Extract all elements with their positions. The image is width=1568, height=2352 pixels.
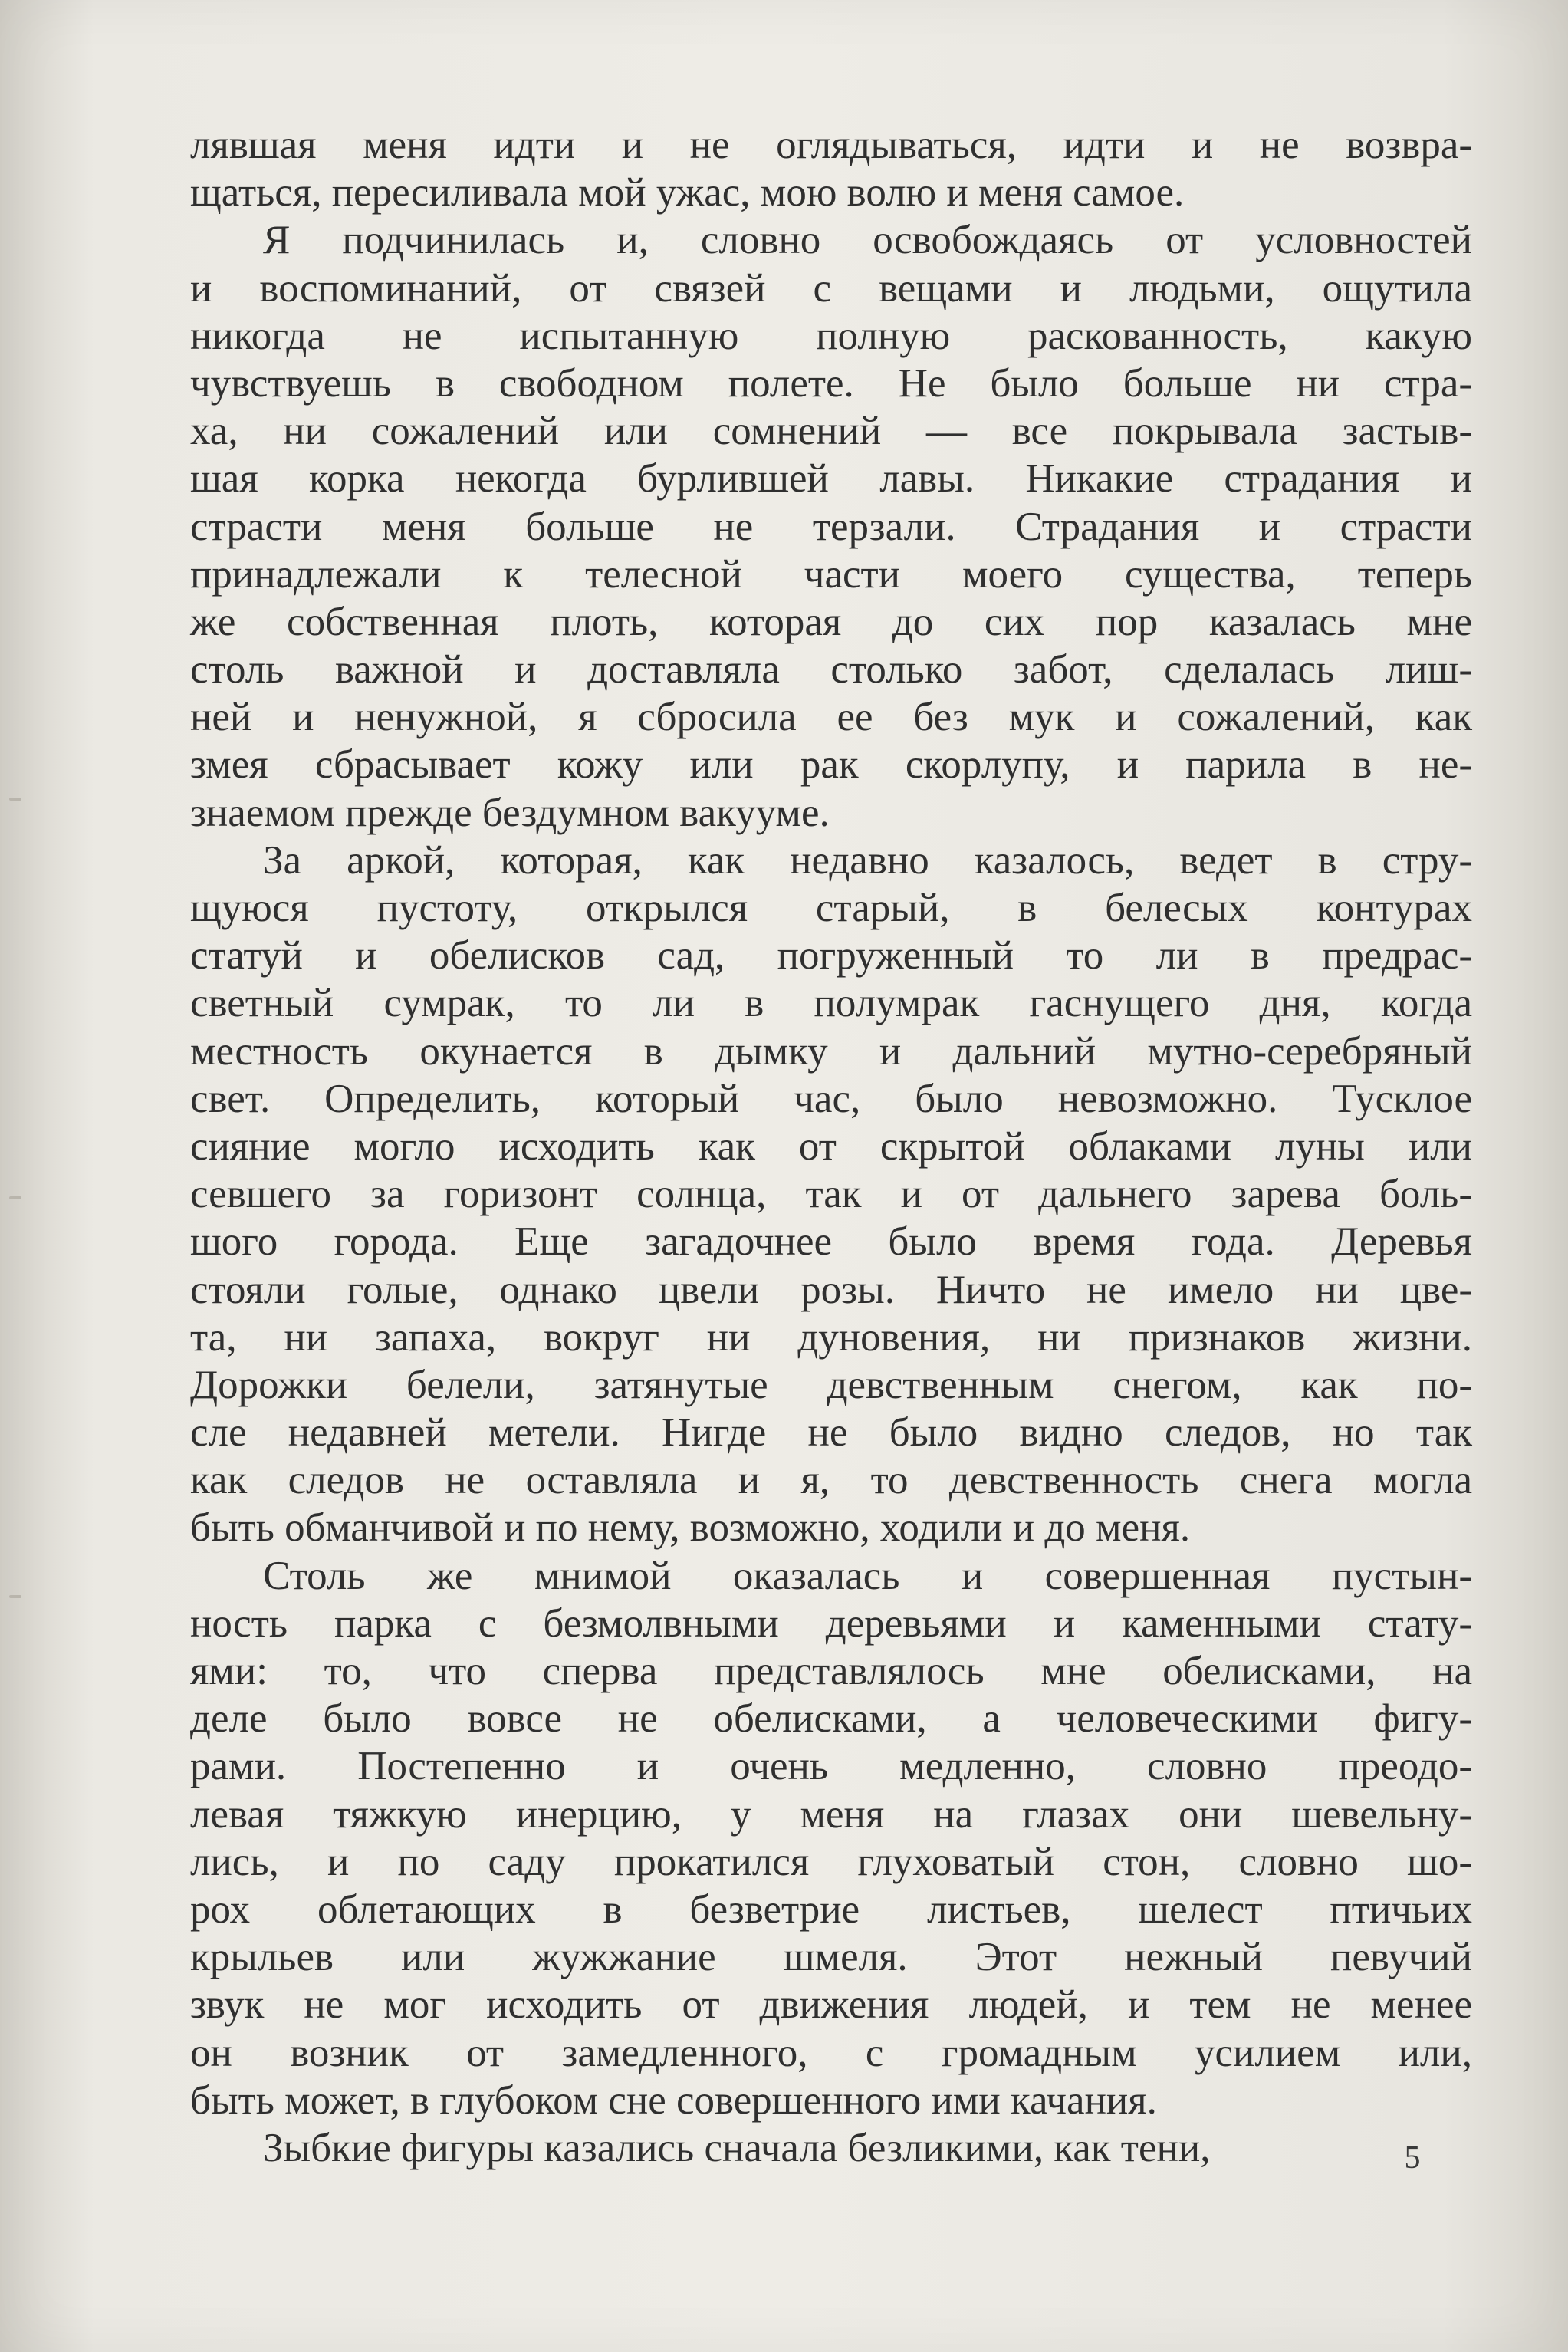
text-line: лявшая меня идти и не оглядываться, идти и не возвра- [190,123,1472,167]
text-line: сияние могло исходить как от скрытой облаками луны или [190,1123,1472,1169]
text-line: щаться, пересиливала мой ужас, мою волю и меня самое. [190,170,1185,215]
text-line: страсти меня больше не терзали. Страдания и страсти [190,504,1472,549]
text-line: никогда не испытанную полную раскованность, какую [190,313,1472,358]
text-line: змея сбрасывает кожу или рак скорлупу, и парила в не- [190,742,1472,788]
text-line: статуй и обелисков сад, погруженный то ли в предрас- [190,933,1472,979]
text-line: принадлежали к телесной части моего существа, теперь [190,551,1472,597]
body-text [190,121,1472,2172]
page-number: 5 [1404,2140,1421,2176]
text-line: быть обманчивой и по нему, возможно, ходили и до меня. [190,1505,1191,1551]
text-line: как следов не оставляла и я, то девственность снега могла [190,1458,1472,1503]
text-line: столь важной и доставляла столько забот, сделалась лиш- [190,647,1472,692]
paragraph-first-line: Зыбкие фигуры казались сначала безликими, как тени, [263,2125,1211,2170]
text-line: светный сумрак, то ли в полумрак гаснущего дня, когда [190,981,1472,1026]
text-line: рох облетающих в безветрие листьев, шелест птичьих [190,1887,1472,1932]
paragraph-first-line: Столь же мнимой оказалась и совершенная пустын- [263,1553,1472,1598]
text-line: та, ни запаха, вокруг ни дуновения, ни признаков жизни. [190,1314,1472,1360]
text-line: знаемом прежде бездумном вакууме. [190,790,830,835]
text-line: Дорожки белели, затянутые девственным снегом, как по- [190,1362,1472,1407]
text-line: чувствуешь в свободном полете. Не было больше ни стра- [190,360,1472,406]
text-line: он возник от замедленного, с громадным усилием или, [190,2030,1472,2075]
text-line: деле было вовсе не обелисками, а человеческими фигу- [190,1696,1472,1742]
text-line: щуюся пустоту, открылся старый, в белесых контурах [190,886,1472,930]
binding-hole [9,1595,21,1598]
text-line: севшего за горизонт солнца, так и от дальнего зарева боль- [190,1172,1472,1217]
text-line: местность окунается в дымку и дальний мутно-серебряный [190,1028,1472,1074]
paragraph-first-line: Я подчинилась и, словно освобождаясь от условностей [263,218,1472,263]
binding-hole [9,798,21,801]
text-line: ней и ненужной, я сбросила ее без мук и сожалений, как [190,695,1472,740]
text-line: и воспоминаний, от связей с вещами и людьми, ощутила [190,265,1472,311]
text-line: звук не мог исходить от движения людей, и тем не менее [190,1982,1472,2028]
text-line: шого города. Еще загадочнее было время года. Деревья [190,1219,1472,1265]
text-line: рами. Постепенно и очень медленно, словно преодо- [190,1744,1472,1789]
text-line: быть может, в глубоком сне совершенного ими качания. [190,2077,1157,2123]
binding-holes [6,0,37,2352]
text-line: сле недавней метели. Нигде не было видно следов, но так [190,1410,1472,1456]
text-line: крыльев или жужжание шмеля. Этот нежный певучий [190,1935,1472,1980]
text-line: ность парка с безмолвными деревьями и каменными стату- [190,1600,1472,1646]
text-line: же собственная плоть, которая до сих пор казалась мне [190,599,1472,644]
text-line: стояли голые, однако цвели розы. Ничто не имело ни цве- [190,1267,1472,1312]
text-line: лись, и по саду прокатился глуховатый стон, словно шо- [190,1839,1472,1884]
text-line: ями: то, что сперва представлялось мне обелисками, на [190,1649,1472,1693]
text-line: ха, ни сожалений или сомнений — все покрывала застыв- [190,409,1472,454]
text-line: свет. Определить, который час, было невозможно. Тусклое [190,1076,1472,1121]
text-line: левая тяжкую инерцию, у меня на глазах они шевельну- [190,1791,1472,1837]
paragraph-first-line: За аркой, которая, как недавно казалось, ведет в стру- [263,837,1472,883]
binding-hole [9,1196,21,1199]
text-line: шая корка некогда бурлившей лавы. Никакие страдания и [190,456,1472,502]
